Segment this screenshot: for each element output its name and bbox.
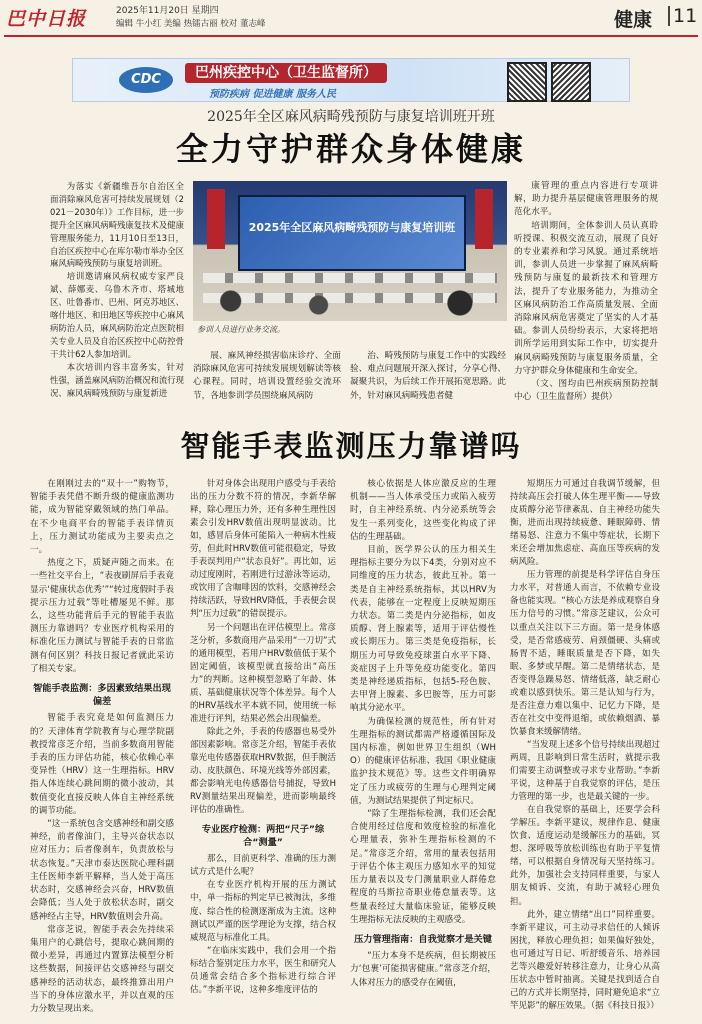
paragraph: 在自我觉察的基础上，还要学会科学解压。李新平建议，规律作息、健康饮食、适度运动是缓解压力的基础，冥想、深呼吸等放松训练也有助于平复情绪，可以根据自身情况每天坚持练习。此外，加强社会支持同样重要，与家人朋友倾诉、交流，有助于减轻心理负担。 bbox=[510, 805, 660, 907]
article1-column-1 bbox=[50, 180, 184, 412]
section-heading: 专业医疗检测：两把“尺子”综合“测量” bbox=[201, 824, 325, 849]
section-heading: 智能手表监测：多因素致结果出现偏差 bbox=[33, 683, 171, 708]
page-number: 11 bbox=[673, 5, 698, 27]
paragraph: “压力本身不是疾病，但长期被压力‘包裹’可能损害健康。”常彦芝介绍，人体对压力的感受存在阈值， bbox=[350, 951, 496, 988]
header-rule bbox=[4, 35, 698, 37]
paragraph: 此外，建立情绪“出口”同样重要。李新平建议，可主动寻求信任的人倾诉困扰，释放心理负担；如果偏好独处，也可通过写日记、听舒缓音乐、培养园艺等兴趣爱好转移注意力，让身心从高压状态中暂时抽离。关键是找到适合自己的方式并长期坚持，同时避免追求“立竿见影”的解压效果。（据《科技日报》） bbox=[510, 909, 660, 1011]
paragraph: （文、图均由巴州疾病预防控制中心（卫生监督所）提供） bbox=[514, 379, 658, 403]
paragraph: 另一个问题出在评估模型上。常彦芝分析，多数商用产品采用“一刀切”式的通用模型，若用户HRV数值低于某个固定阈值，该模型就直接给出“高压力”的判断。这种模型忽略了年龄、体质、基础健康状况等个体差异。每个人的HRV基线水平本就不同，使用统一标准进行评判，结果必然会出现偏差。 bbox=[190, 622, 336, 724]
paragraph: 治、畸残预防与康复工作中的实践经验、难点问题展开深入探讨，分享心得、凝聚共识，为后续工作开展拓宽思路。此外，针对麻风病畸残患者健 bbox=[350, 351, 506, 401]
attendees bbox=[193, 281, 507, 321]
paragraph: 在刚刚过去的“双十一”购物节，智能手表凭借不断升级的健康监测功能，成为智能穿戴领域的热门单品。在不少电商平台的智能手表详情页上，压力测试功能成为主要卖点之一。 bbox=[30, 479, 174, 556]
paragraph: “当发现上述多个信号持续出现超过两周，且影响到日常生活时，就提示我们需要主动调整或寻求专业帮助。”李新平说，这种基于自我觉察的评估，是压力管理的第一步，也是最关键的一步。 bbox=[510, 739, 660, 803]
paragraph: 为落实《新疆维吾尔自治区全面消除麻风危害可持续发展规划（2021－2030年）》工作目标，进一步提升全区麻风病畸残康复技术及健康管理服务能力，11月10日至13日，自治区疾控中心在库尔勒市举办全区麻风病畸残预防与康复培训班。 bbox=[50, 181, 184, 269]
paragraph: 核心依据是人体应激反应的生理机制——当人体承受压力或陷入疲劳时，自主神经系统、内分泌系统等会发生一系列变化，这些变化构成了评估的生理基础。 bbox=[350, 479, 496, 542]
article1-column-3 bbox=[350, 350, 506, 410]
cdc-badge-icon: CDC bbox=[119, 67, 173, 93]
masthead bbox=[0, 0, 702, 36]
paragraph: 本次培训内容丰富务实，针对性强，涵盖麻风病防治概况和流行现况、麻风病畸残预防与康复新进 bbox=[50, 361, 184, 398]
paragraph: 那么，目前更科学、准确的压力测试方式是什么呢？ bbox=[190, 854, 336, 878]
training-photo bbox=[193, 181, 507, 321]
article2-column-3 bbox=[350, 478, 496, 1018]
article1-column-4 bbox=[514, 180, 658, 412]
paragraph: 针对身体会出现用户感受与手表给出的压力分数不符的情况，李新华解释，除心理压力外，还有多种生理性因素会引发HRV数值出现明显波动。比如，感冒后身体可能陷入一种病木性疲劳，但此时HRV数值可能很稳定，导致手表误判用户“状态良好”。再比如，运动过度刚时，若刚进行过游泳等运动，或饮用了含咖啡因的饮料，交感神经会持续活跃，导致HRV降低，手表便会误判“压力过载”的错误提示。 bbox=[190, 479, 336, 620]
paragraph: 热度之下，质疑声随之而来。在一些社交平台上，“表夜刷屏后手表竟显示‘健康状态优秀’”“转过度假时手表提示压力过载”等吐槽屡见不鲜。那么，这些功能背后手元的智能手表监测压力靠谱吗？专业医疗机构采用的标准化压力测试与智能手表的日常监测有何区别？科技日报记者就此采访了相关专家。 bbox=[30, 558, 174, 674]
cdc-banner bbox=[72, 58, 630, 102]
paragraph: 展、麻风神经损害临床诊疗、全面消除麻风危害可持续发展规划解读等核心课程。同时，培训设置经验交流环节，各地参训学员围绕麻风病防 bbox=[193, 351, 341, 401]
paragraph: “在临床实践中，我们会用一个指标结合鉴别定压力水平，医生和研究人员通常会结合多个指标进行综合评估。”李新平说，这种多维度评估的 bbox=[190, 945, 336, 995]
date-line: 2025年11月20日 星期四 bbox=[116, 6, 219, 16]
stage-screen bbox=[238, 195, 466, 271]
paragraph: 培训期间，全体参训人员认真聆听授课、积极交流互动，展现了良好的专业素养和学习风貌。通过系统培训，参训人员进一步掌握了麻风病畸残预防与康复的最新技术和管理方法，提升了专业服务能力，为推动全区麻风病防治工作高质量发展、全面消除麻风病危害奠定了坚实的人才基础。参训人员纷纷表示，大家将把培训所学运用到实际工作中，切实提升麻风病畸残预防与康复服务质量，全力守护群众身体健康和生命安全。 bbox=[514, 220, 658, 376]
paragraph: 康管理的重点内容进行专项讲解，助力提升基层健康管理服务的规范化水平。 bbox=[514, 181, 658, 218]
staff-line: 编辑 牛小红 美编 热镭古丽 校对 董志峰 bbox=[116, 19, 266, 29]
section-divider bbox=[668, 6, 670, 26]
paragraph: 常彦芝说，智能手表会先持续采集用户的心跳信号，提取心跳间期的微小差异，再通过内置算法模型分析这些数据，间接评估交感神经与副交感神经的活动状态，最终推算出用户当下的身体应激水平，并以直观的压力分数呈现出来。 bbox=[30, 924, 174, 1014]
paragraph: 压力管理的前提是科学评估自身压力水平，对普通人而言，不依赖专业设备也能实现。“核心方法是养成观察自身压力信号的习惯。”常彦芝建议，公众可以重点关注以下三方面。第一是身体感受，是否常感疲劳、肩颈僵硬、头痛或肠胃不适，睡眠质量是否下降，如失眠、多梦或早醒。第二是情绪状态，是否变得急躁易怒、情绪低落，缺乏耐心或难以感到快乐。第三是认知与行为，是否注意力难以集中、记忆力下降，是否在社交中变得退缩，或依赖烟酒、暴饮暴食来缓解情绪。 bbox=[510, 570, 660, 737]
article2-title: 智能手表监测压力靠谱吗 bbox=[180, 429, 522, 463]
paragraph: 目前，医学界公认的压力相关生理指标主要分为以下4类，分别对应不同维度的压力状态，彼此互补。第一类是自主神经系统指标，其以HRV为代表，能够在一定程度上反映短期压力状态。第二类是内分泌指标，如皮质醇、肾上腺素等，适用于评估慢性或长期压力。第三类是免疫指标，长期压力可导致免疫球蛋白水平下降、炎症因子上升等免疫功能变化。第四类是神经递质指标，包括5-羟色胺、去甲肾上腺素、多巴胺等，压力可影响其分泌水平。 bbox=[350, 545, 496, 714]
section-heading: 压力管理指南：自我觉察才是关键 bbox=[354, 933, 492, 945]
newspaper-logo: 巴中日报 bbox=[6, 8, 87, 30]
qr-code-icon-2 bbox=[551, 62, 591, 102]
paragraph: 培训邀请麻风病权威专家严良斌、薛娜麦、乌鲁木齐市、塔城地区、吐鲁番市、巴州、阿克苏地区、喀什地区、和田地区等疾控中心麻风病防治人员，麻风病防治定点医院相关专业人员及自治区疾控中心防控骨干共计62人参加培训。 bbox=[50, 271, 184, 359]
article2-column-2 bbox=[190, 478, 336, 1018]
article1-subtitle: 2025年全区麻风病畸残预防与康复培训班开班 bbox=[207, 109, 495, 125]
paragraph: 短期压力可通过自我调节缓解，但持续高压会打破人体生理平衡——导致皮质醇分泌节律紊乱、自主神经功能失衡，进而出现持续疲惫、睡眠障碍、情绪易怒、注意力不集中等症状，长期下来还会增加焦虑症、高血压等疾病的发病风险。 bbox=[510, 479, 660, 568]
article2-column-1 bbox=[30, 478, 174, 1018]
paragraph: 智能手表究竟是如何监测压力的？天津体育学院教育与心理学院副教授常彦芝介绍，当前多数商用智能手表的压力评估功能，核心依赖心率变异性（HRV）这一生理指标。HRV指人体连续心跳间期的微小波动，其数值变化直接反映人体自主神经系统的调节功能。 bbox=[30, 713, 174, 816]
qr-code-icon bbox=[507, 62, 547, 102]
article1-title: 全力守护群众身体健康 bbox=[175, 130, 526, 168]
banner-slogan: 预防疾病 促进健康 服务人民 bbox=[209, 89, 336, 100]
flag-left bbox=[207, 189, 225, 249]
section-name: 健康 bbox=[614, 9, 653, 31]
paragraph: 除此之外，手表的传感器也易受外部因素影响。常彦芝介绍，智能手表依靠光电传感器获取HRV数据，但手腕活动、皮肤颜色、环境光线等外部因素，都会影响光电传感器信号捕捉，导致HRV测量结果出现偏差，进而影响最终评估的准确性。 bbox=[190, 726, 336, 816]
photo-caption: 参训人员进行业务交流。 bbox=[197, 325, 285, 334]
banner-title: 巴州疾控中心（卫生监督所） bbox=[185, 63, 387, 83]
paragraph: “这一系统包含交感神经和副交感神经，前者像油门，主导兴奋状态以应对压力；后者像刹车，负责放松与状态恢复。”天津市泰达医院心理科副主任医师李新平解释，当人处于高压状态时，交感神经会兴奋，HRV数值会降低；当人处于放松状态时，副交感神经占主导，HRV数值则会升高。 bbox=[30, 819, 174, 922]
screen-text: 2025年全区麻风病畸残预防与康复培训班 bbox=[248, 221, 456, 234]
flag-right bbox=[475, 189, 493, 249]
article1-column-2 bbox=[193, 350, 341, 410]
paragraph: “除了生理指标检测，我们还会配合使用经过信度和效度检验的标准化心理量表，弥补生理指标检测的不足。”常彦芝介绍，常用的量表包括用于评估个体主观压力感知水平的知觉压力量表以及专门测量职业人群倦怠程度的马斯拉奇职业倦怠量表等。这些量表经过大量临床验证，能够反映生理指标无法反映的主观感受。 bbox=[350, 809, 496, 925]
paragraph: 在专业医疗机构开展的压力测试中，单一指标的判定早已被淘汰，多维度、综合性的检测逐渐成为主流。这种测试以严谨的医学理论为支撑，结合权威规范与标准化工具。 bbox=[190, 880, 336, 943]
article2-column-4 bbox=[510, 478, 660, 1018]
paragraph: 为确保检测的规范性，所有针对生理指标的测试都需严格遵循国际及国内标准，例如世界卫生组织（WHO）的健康评估标准、我国《职业健康监护技术规范》等。这些文件明确界定了压力或疲劳的生理与心理判定阈值，为测试结果提供了判定标尺。 bbox=[350, 716, 496, 806]
